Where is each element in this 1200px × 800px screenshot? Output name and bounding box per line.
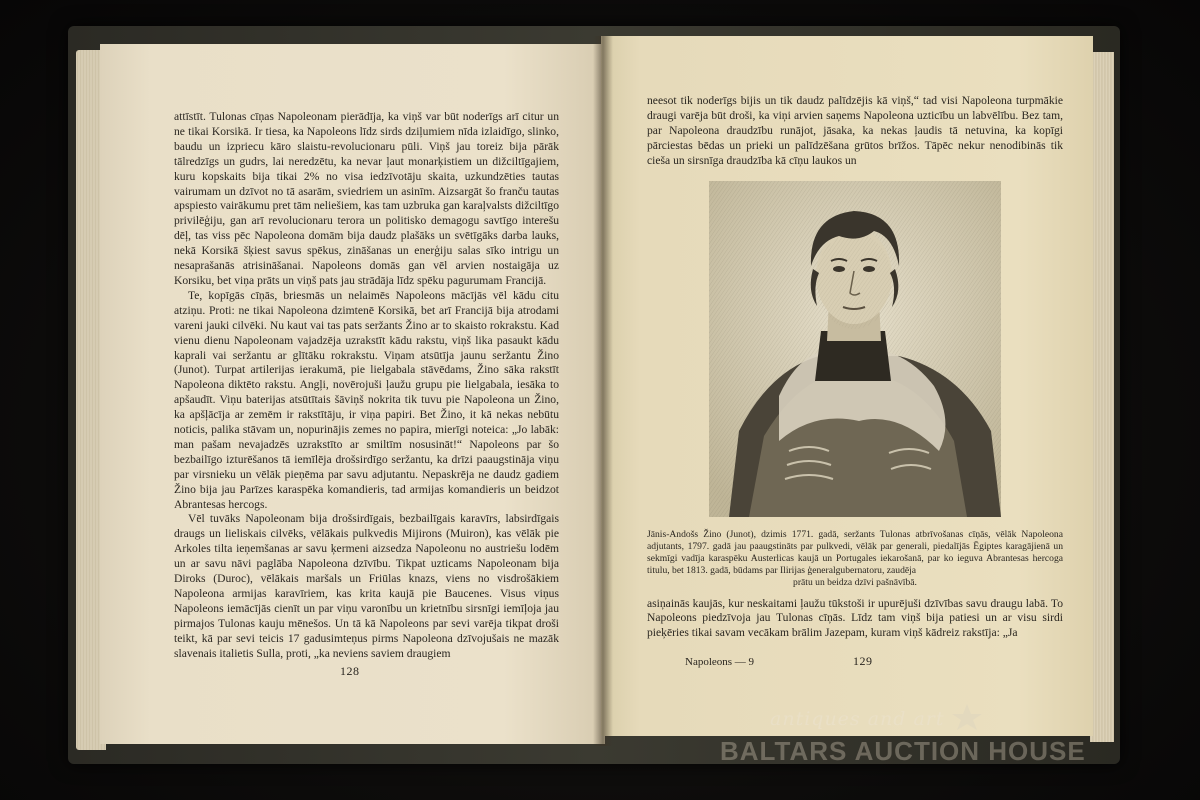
paragraph: asiņainās kaujās, kur neskaitami ļaužu tūkstoši ir upurējuši dzīvības savu draugu labā. To Napoleons piedzīvoja jau Tulonas cīņās. Līdz tam viņš bija patiesi un ar visu sirdi pieķēries tikai savam vecākam brālim Jazepam, kuram viņš kādreiz rakstīja: „Ja [647, 596, 1063, 640]
left-page [100, 44, 605, 744]
star-icon [950, 702, 984, 732]
watermark [720, 708, 1120, 778]
portrait-engraving [709, 181, 1001, 517]
page-edges-right [1090, 52, 1114, 742]
right-page-top-text [647, 94, 1063, 169]
right-page-bottom-text [647, 597, 1063, 642]
watermark-tagline: antiques and art [770, 708, 945, 730]
paragraph: Vēl tuvāks Napoleonam bija drošsirdīgais, bezbailīgais karavīrs, labsirdīgais draugs un lieliskais cilvēks, vēlākais pulkvedis Mijirons (Muiron), kas vēlāk pie Arkoles tilta ieņemšanas ar savu ķermeni aizsedza Napoleonu no austriešu lodēm un ar savu nāvi paglāba Napoleona dzīvību. Tikpat uzticams Napoleonam bija Diroks (Duroc), vēlākais maršals un Friūlas knazs, viens no visdrošākiem Napoleona armijas karavīriem, kas krita kaujā pie Baucenes. Visus viņus Napoleons iemācījās cienīt un par viņu varonību un krietnību sirsnīgi iemīļoja jau pirmajos Tulonas kauju mēnešos. Un tā kā Napoleons par sevi varēja tikpat droši teikt, kā par sevi teicis 17 gadusimteņus pirms Napoleona dzīvojušais ne mazāk slavenais italietis Sulla, proti, „ka neviens saviem draugiem [174, 512, 559, 660]
book-gutter [593, 36, 613, 746]
page-number-right: 129 [853, 654, 873, 668]
paragraph: attīstīt. Tulonas cīņas Napoleonam pierādīja, ka viņš var būt noderīgs arī citur un ne tikai Korsikā. Ir tiesa, ka Napoleons līdz sirds dziļumiem nīda izlaidīgo, slinko, baudu un izpriecu kāro slaistu-revolucionaru pūli. Viņš jau toreiz bija pārāk tālredzīgs un gudrs, lai neredzētu, ka nevar ļaut monarķistiem un dižciltīgajiem, kuru kopskaits bija tikai 2% no visa iedzīvotāju skaita, uzkundzēties tautas vairumam un dzīvot no tā asarām, sviedriem un asinīm. Aizsargāt šo franču tautas apspiesto vairākumu pret tām neliešiem, kas tam uzbruka gan karaļvalsts dižciltīgo privilēģiju, gan arī revolucionaru terora un politisko demagogu savtīgo interešu dēļ, tas viss pēc Napoleona domām bija daudz plašāks un svētīgāks darba lauks, nekā Korsikā šķiest savus spēkus, zināšanas un enerģiju salas sīko intrigu un nesaprašanās atrisināšanai. Napoleons domās gan vēl arvien nostaigāja uz Korsiku, bet viņa prāts un viņš pats jau strādāja līdz spēku pagurumam Francijā. [174, 110, 559, 287]
caption-text: Jānis-Andošs Žino (Junot), dzimis 1771. gadā, seržants Tulonas atbrīvošanas cīņās, vēlāk Napoleona adjutants, 1797. gadā jau paaugstināts par pulkvedi, vēlāk par generali, piedalījās Ēgiptes karagājienā un sekmīgi vadīja karaspēku Austerlicas kaujā un Portugales iekarošanā, par ko ieguva Abrantesas hercoga titulu, bet 1813. gadā, būdams par Ilirijas ģeneralgubernatoru, zaudēja [647, 528, 1063, 576]
page-number-left: 128 [340, 664, 360, 678]
watermark-brand: BALTARS AUCTION HOUSE [720, 736, 1086, 766]
right-page [601, 36, 1093, 736]
caption-last-line: prātu un beidza dzīvi pašnāvībā. [793, 576, 917, 588]
left-page-text [174, 110, 559, 662]
signature-mark: Napoleons — 9 [685, 656, 755, 668]
paragraph: neesot tik noderīgs bijis un tik daudz palīdzējis kā viņš,“ tad visi Napoleona turpmākie draugi varēja būt droši, ka viņi arvien saņems Napoleona uzticību un labvēlību. Bez tam, par Napoleona draudzību runājot, jāsaka, ka nekas ļaudis tā netuvina, ka kopīgi pārciestas bēdas un prieki un palīdzēšana grūtos brīžos. Tāpēc nekur nenodibinās tik cieša un sirsnīga draudzība kā cīņu laukos un [647, 94, 1063, 167]
portrait-image [709, 181, 1001, 517]
portrait-caption [647, 529, 1063, 589]
paragraph: Te, kopīgās cīņās, briesmās un nelaimēs Napoleons mācījās vēl kādu citu atziņu. Proti: ne tikai Napoleona dzimtenē Korsikā, bet arī Francijā bija atrodami vareni jauki cilvēki. Nu kaut vai tas pats seržants Žino ar to skaisto rokrakstu. Kad vienu dienu Napoleonam vajadzēja uzrakstīt kādu rakstu, viņš lika pasaukt kādu kaprali vai seržantu ar glītāku rokrakstu. Viņam atsūtīja jaunu seržantu Žino (Junot). Turpat artilerijas ierakumā, pie lielgabala stāvēdams, Žino sāka rakstīt Napoleona diktēto rakstu. Angļi, novērojuši ļaužu grupu pie lielgabala, iesāka to apšaudīt. Viņu baterijas atsūtītais šāviņš nokrita tik tuvu pie Napoleona un Žino, ka apšļācīja ar zemēm ir rakstītāju, ir viņa papiri. Bet Žino, it kā nekas nebūtu noticis, palika stāvam un, nopurinājis zemes no papira, mierīgi noteica: „Jo labāk: man pašam nevajadzēs uzrakstīto ar smiltīm nosusināt!“ Napoleons par šo bezbailīgo izturēšanos tā iemīlēja drošsirdīgo seržantu, ka drīzi paaugstināja viņu par virsnieku un vēlāk pieņēma par savu adjutantu. Nepaskrēja ne daudz gadiem Žino bija jau Parīzes karaspēka komandieris, tad armijas komandieris un beidzot Abrantesas hercogs. [174, 288, 559, 511]
